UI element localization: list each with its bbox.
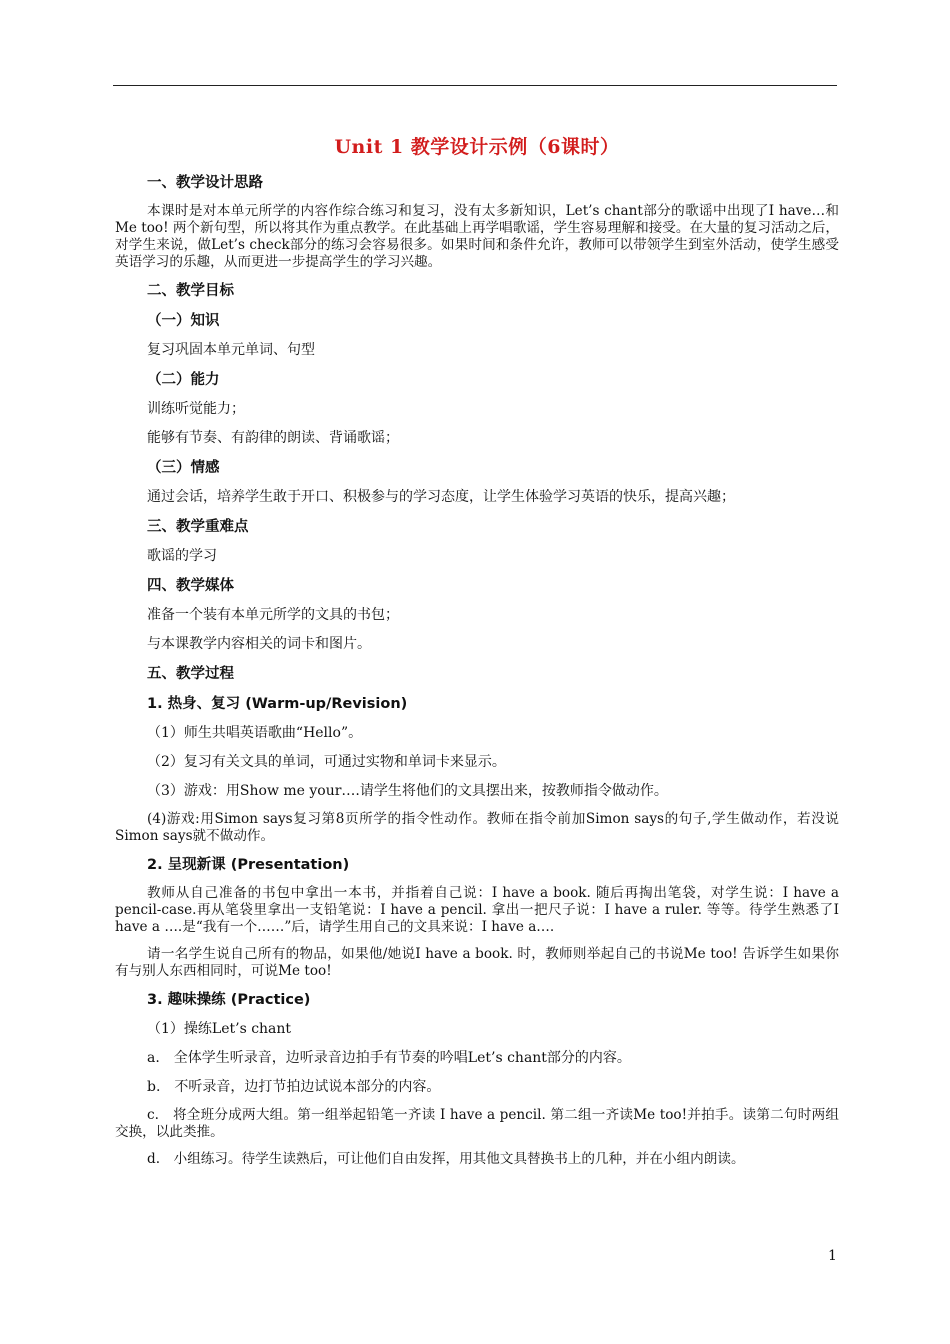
- step-3-item-b: b. 不听录音，边打节拍边试说本部分的内容。: [147, 1079, 441, 1095]
- step-3-heading: 3. 趣味操练 (Practice): [147, 992, 311, 1008]
- step-3-item-c: c. 将全班分成两大组。第一组举起铅笔一齐读 I have a pencil. 第二组一齐读Me too!并拍手。读第二句时两组交换，以此类推。: [115, 1107, 839, 1140]
- step-1-item-1: （1）师生共唱英语歌曲“Hello”。: [147, 725, 363, 741]
- emotion-text: 通过会话，培养学生敢于开口、积极参与的学习态度，让学生体验学习英语的快乐，提高兴趣；: [147, 489, 735, 505]
- step-1-heading: 1. 热身、复习 (Warm-up/Revision): [147, 696, 408, 712]
- step-2-paragraph-1: 教师从自己准备的书包中拿出一本书，并指着自己说：I have a book. 随后再掏出笔袋，对学生说：I have a pencil-case.再从笔袋里拿出一支铅笔说：I have a pencil. 拿出一把尺子说：I have a ruler. 等等。待学生熟悉了I have a ….是“我有一个……”后，请学生用自己的文具来说：I have a….: [115, 885, 839, 935]
- section-heading-key-points: 三、教学重难点: [147, 519, 249, 535]
- step-1-item-2: （2）复习有关文具的单词，可通过实物和单词卡来显示。: [147, 754, 506, 770]
- ability-text-1: 训练听觉能力；: [147, 401, 245, 417]
- step-3-item-a: a. 全体学生听录音，边听录音边拍手有节奏的吟唱Let’s chant部分的内容。: [147, 1050, 631, 1066]
- document-body: [115, 132, 839, 1178]
- media-text-2: 与本课教学内容相关的词卡和图片。: [147, 636, 371, 652]
- subheading-ability: （二）能力: [147, 372, 220, 388]
- section-heading-design-idea: 一、教学设计思路: [147, 175, 263, 191]
- section-heading-media: 四、教学媒体: [147, 578, 234, 594]
- design-idea-paragraph: 本课时是对本单元所学的内容作综合练习和复习，没有太多新知识，Let’s chant部分的歌谣中出现了I have…和Me too! 两个新句型，所以将其作为重点教学。在此基础上再学唱歌谣，学生容易理解和接受。在大量的复习活动之后，对学生来说，做Let’s check部分的练习会容易很多。如果时间和条件允许，教师可以带领学生到室外活动，使学生感受英语学习的乐趣，从而更进一步提高学生的学习兴趣。: [115, 203, 839, 270]
- key-points-text: 歌谣的学习: [147, 548, 217, 564]
- step-1-item-3: （3）游戏：用Show me your….请学生将他们的文具摆出来，按教师指令做动作。: [147, 783, 668, 799]
- step-3-item-d: d. 小组练习。待学生读熟后，可让他们自由发挥，用其他文具替换书上的几种，并在小组内朗读。: [147, 1151, 745, 1167]
- subheading-knowledge: （一）知识: [147, 313, 220, 329]
- section-heading-objectives: 二、教学目标: [147, 283, 234, 299]
- step-1-item-4: (4)游戏:用Simon says复习第8页所学的指令性动作。教师在指令前加Simon says的句子,学生做动作，若没说Simon says就不做动作。: [115, 811, 839, 844]
- subheading-emotion: （三）情感: [147, 460, 220, 476]
- step-3-item-1: （1）操练Let’s chant: [147, 1021, 292, 1037]
- header-rule: [113, 85, 837, 86]
- step-2-paragraph-2: 请一名学生说自己所有的物品，如果他/她说I have a book. 时，教师则举起自己的书说Me too! 告诉学生如果你有与别人东西相同时，可说Me too!: [115, 946, 839, 979]
- document-title: Unit 1 教学设计示例（6课时）: [334, 136, 620, 158]
- media-text-1: 准备一个装有本单元所学的文具的书包；: [147, 607, 399, 623]
- page-number: 1: [828, 1248, 837, 1264]
- section-heading-process: 五、教学过程: [147, 666, 234, 682]
- step-2-heading: 2. 呈现新课 (Presentation): [147, 857, 350, 873]
- knowledge-text: 复习巩固本单元单词、句型: [147, 342, 315, 358]
- ability-text-2: 能够有节奏、有韵律的朗读、背诵歌谣；: [147, 430, 399, 446]
